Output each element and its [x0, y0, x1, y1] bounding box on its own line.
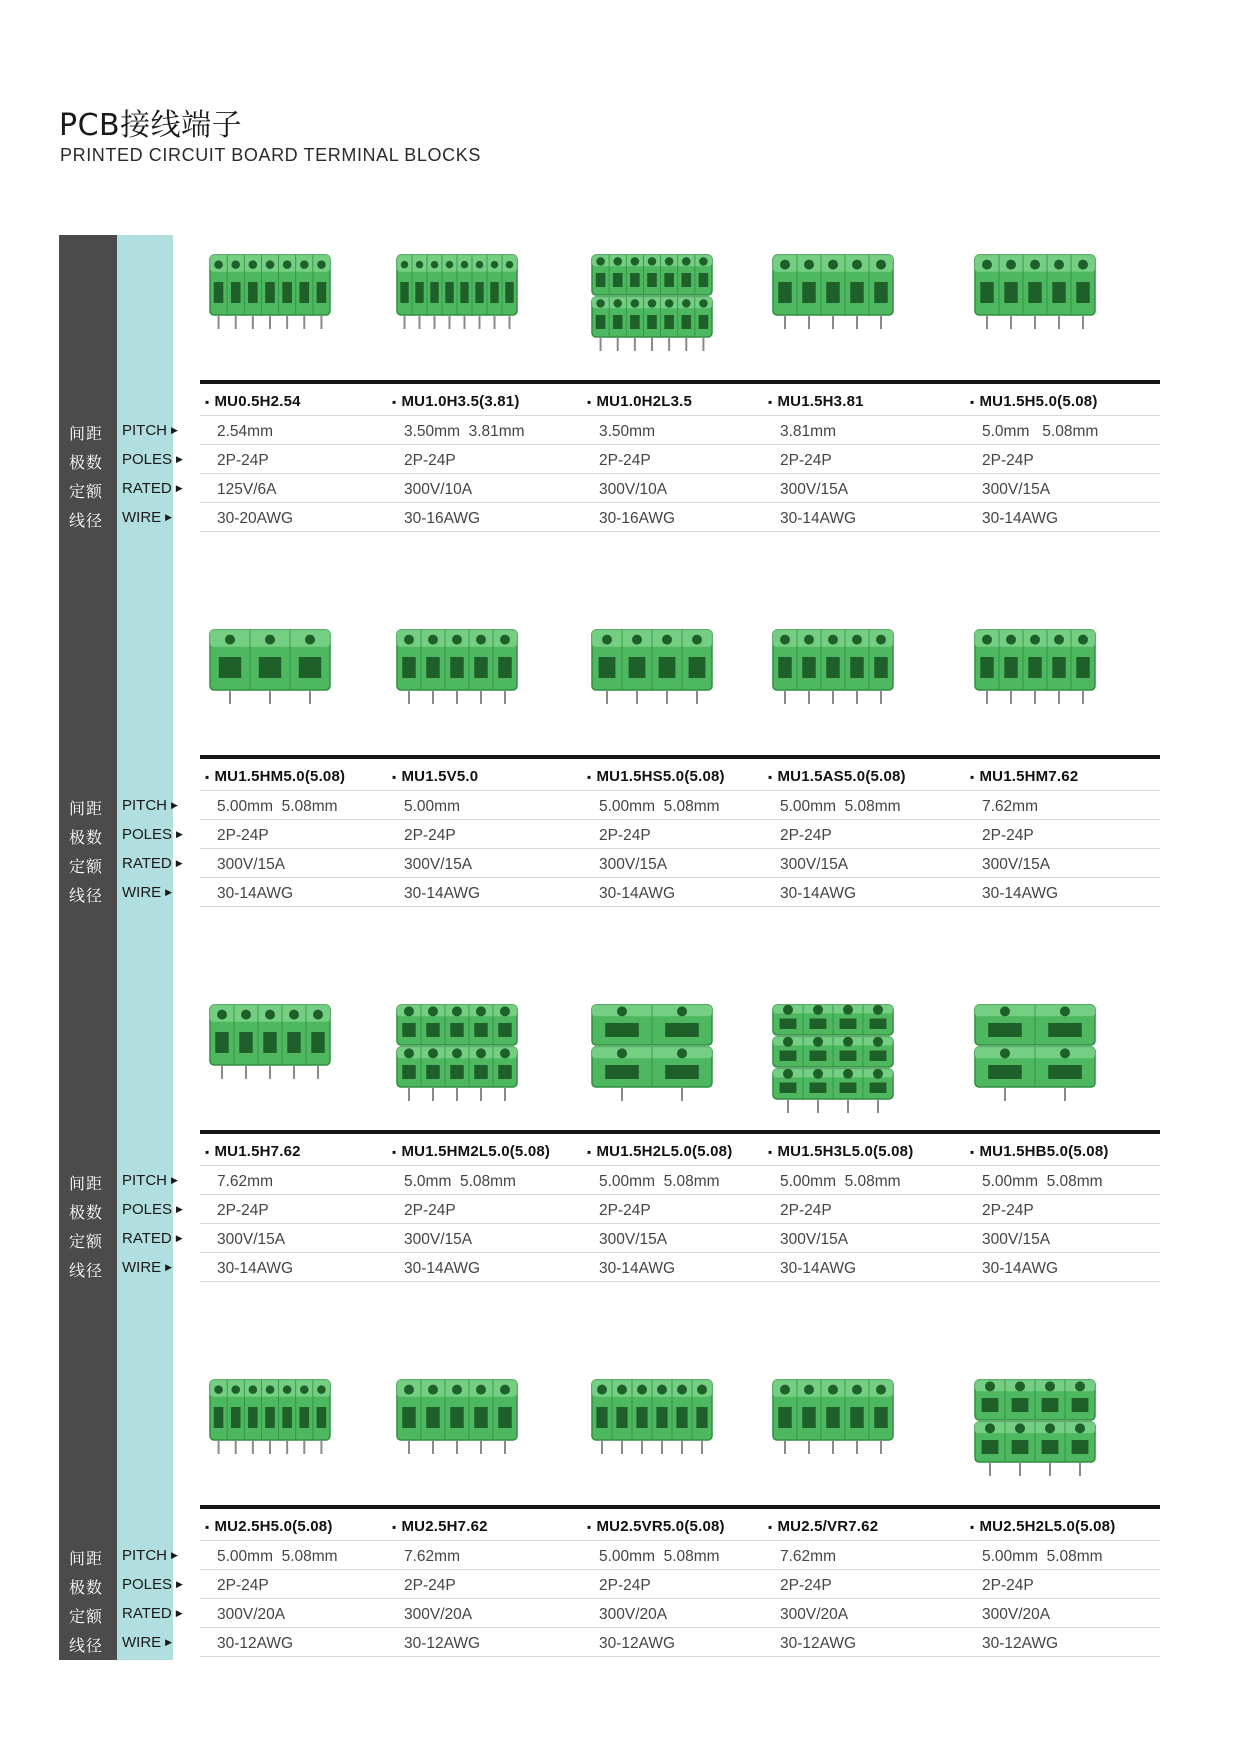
terminal-block-image [577, 620, 727, 740]
model-name [205, 1143, 301, 1160]
spec-wire: 30-14AWG [217, 885, 294, 902]
spec-pitch: 7.62mm [217, 1173, 273, 1190]
spec-pitch: 7.62mm [404, 1548, 460, 1565]
row-label-en [122, 1259, 172, 1276]
spec-pitch: 7.62mm [982, 798, 1038, 815]
arrow-right-icon: ▶ [165, 1637, 173, 1647]
spec-rated: 300V/20A [404, 1606, 473, 1623]
model-label: MU1.5H3.81 [777, 393, 864, 410]
terminal-block-image [195, 1370, 345, 1490]
spec-wire: 30-12AWG [982, 1635, 1059, 1652]
spec-poles: 2P-24P [780, 452, 832, 469]
row-separator [200, 877, 1160, 878]
model-label: MU0.5H2.54 [214, 393, 301, 410]
row-label-en-text: PITCH [122, 422, 167, 439]
row-separator [200, 1627, 1160, 1628]
model-name [768, 1518, 878, 1535]
terminal-block-image [195, 995, 345, 1115]
row-label-en-text: PITCH [122, 797, 167, 814]
model-label: MU1.5H5.0(5.08) [979, 393, 1098, 410]
row-label-en-text: PITCH [122, 1547, 167, 1564]
bullet-icon: ▪ [768, 770, 773, 784]
row-label-en [122, 1576, 183, 1593]
model-label: MU1.5HM2L5.0(5.08) [401, 1143, 551, 1160]
arrow-right-icon: ▶ [176, 1579, 183, 1589]
row-label-en-text: RATED [122, 1605, 172, 1622]
model-name [205, 393, 301, 410]
model-label: MU1.5HM7.62 [979, 768, 1079, 785]
spec-pitch: 5.00mm 5.08mm [780, 798, 901, 815]
row-label-en-text: WIRE [122, 1634, 162, 1651]
page-title: PCB接线端子 [59, 108, 243, 143]
spec-poles: 2P-24P [982, 452, 1034, 469]
bullet-icon: ▪ [205, 1145, 210, 1159]
row-label-en-text: PITCH [122, 1172, 167, 1189]
spec-wire: 30-14AWG [599, 1260, 676, 1277]
bullet-icon: ▪ [768, 1145, 773, 1159]
arrow-right-icon: ▶ [165, 512, 173, 522]
product-section [0, 235, 1240, 610]
arrow-right-icon: ▶ [176, 454, 183, 464]
bullet-icon: ▪ [392, 1520, 397, 1534]
product-section [0, 610, 1240, 985]
bullet-icon: ▪ [205, 1520, 210, 1534]
row-separator [200, 1194, 1160, 1195]
spec-rated: 300V/15A [217, 1231, 286, 1248]
terminal-block-image [758, 1370, 908, 1490]
section-divider [200, 1505, 1160, 1509]
spec-poles: 2P-24P [982, 827, 1034, 844]
spec-wire: 30-16AWG [404, 510, 481, 527]
bullet-icon: ▪ [392, 1145, 397, 1159]
bullet-icon: ▪ [587, 1520, 592, 1534]
spec-pitch: 3.50mm [599, 423, 655, 440]
model-label: MU1.5H3L5.0(5.08) [777, 1143, 914, 1160]
row-separator [200, 906, 1160, 907]
spec-poles: 2P-24P [217, 827, 269, 844]
row-label-cn: 定额 [69, 482, 104, 501]
row-label-cn: 间距 [69, 799, 104, 818]
spec-rated: 300V/15A [982, 481, 1051, 498]
bullet-icon: ▪ [768, 1520, 773, 1534]
spec-wire: 30-14AWG [217, 1260, 294, 1277]
spec-poles: 2P-24P [404, 1202, 456, 1219]
spec-pitch: 5.00mm 5.08mm [599, 798, 720, 815]
row-label-en [122, 422, 178, 439]
bullet-icon: ▪ [768, 395, 773, 409]
row-separator [200, 1569, 1160, 1570]
spec-rated: 300V/15A [780, 1231, 849, 1248]
arrow-right-icon: ▶ [171, 425, 178, 435]
spec-rated: 300V/15A [404, 856, 473, 873]
bullet-icon: ▪ [970, 770, 975, 784]
terminal-block-image [758, 245, 908, 365]
spec-rated: 125V/6A [217, 481, 277, 498]
spec-poles: 2P-24P [780, 827, 832, 844]
model-name [392, 1143, 550, 1160]
terminal-block-image [960, 620, 1110, 740]
row-label-en [122, 1547, 178, 1564]
spec-pitch: 5.00mm 5.08mm [599, 1548, 720, 1565]
spec-pitch: 5.00mm 5.08mm [217, 1548, 338, 1565]
row-label-cn: 线径 [69, 1636, 104, 1655]
row-separator [200, 1281, 1160, 1282]
row-label-cn: 定额 [69, 1232, 104, 1251]
bullet-icon: ▪ [587, 1145, 592, 1159]
row-separator [200, 790, 1160, 791]
terminal-block-image [960, 245, 1110, 365]
bullet-icon: ▪ [392, 770, 397, 784]
spec-wire: 30-14AWG [982, 510, 1059, 527]
model-label: MU1.0H3.5(3.81) [401, 393, 520, 410]
row-label-en [122, 1172, 178, 1189]
arrow-right-icon: ▶ [165, 1262, 173, 1272]
spec-rated: 300V/15A [217, 856, 286, 873]
arrow-right-icon: ▶ [176, 1204, 183, 1214]
spec-poles: 2P-24P [599, 827, 651, 844]
model-label: MU1.5H7.62 [214, 1143, 301, 1160]
terminal-block-image [195, 620, 345, 740]
spec-poles: 2P-24P [780, 1577, 832, 1594]
terminal-block-image [577, 1370, 727, 1490]
arrow-right-icon: ▶ [171, 1550, 178, 1560]
model-label: MU2.5VR5.0(5.08) [596, 1518, 725, 1535]
spec-poles: 2P-24P [599, 452, 651, 469]
spec-wire: 30-12AWG [217, 1635, 294, 1652]
spec-rated: 300V/10A [599, 481, 668, 498]
row-label-cn: 间距 [69, 1549, 104, 1568]
model-name [392, 1518, 488, 1535]
row-label-en [122, 1201, 183, 1218]
row-label-cn: 定额 [69, 857, 104, 876]
row-separator [200, 502, 1160, 503]
row-label-en-text: POLES [122, 1201, 173, 1218]
row-label-cn: 线径 [69, 1261, 104, 1280]
row-label-en [122, 451, 183, 468]
row-separator [200, 1223, 1160, 1224]
model-name [970, 1518, 1115, 1535]
arrow-right-icon: ▶ [171, 1175, 178, 1185]
row-label-en [122, 509, 172, 526]
spec-poles: 2P-24P [217, 452, 269, 469]
terminal-block-image [382, 1370, 532, 1490]
row-label-en [122, 855, 183, 872]
spec-pitch: 5.00mm 5.08mm [780, 1173, 901, 1190]
model-name [587, 1143, 732, 1160]
row-separator [200, 819, 1160, 820]
model-name [768, 393, 864, 410]
row-label-en-text: RATED [122, 855, 172, 872]
bullet-icon: ▪ [970, 1145, 975, 1159]
page-subtitle: PRINTED CIRCUIT BOARD TERMINAL BLOCKS [60, 145, 481, 165]
spec-pitch: 3.81mm [780, 423, 836, 440]
model-name [970, 393, 1098, 410]
spec-rated: 300V/15A [982, 856, 1051, 873]
row-separator [200, 1656, 1160, 1657]
model-name [768, 1143, 913, 1160]
bullet-icon: ▪ [970, 395, 975, 409]
spec-wire: 30-16AWG [599, 510, 676, 527]
arrow-right-icon: ▶ [175, 858, 183, 868]
model-label: MU1.5HB5.0(5.08) [979, 1143, 1109, 1160]
row-label-en-text: WIRE [122, 884, 162, 901]
row-separator [200, 1165, 1160, 1166]
spec-pitch: 3.50mm 3.81mm [404, 423, 525, 440]
model-label: MU1.5HS5.0(5.08) [596, 768, 725, 785]
row-label-cn: 极数 [69, 828, 104, 847]
model-name [205, 768, 345, 785]
spec-wire: 30-20AWG [217, 510, 294, 527]
spec-rated: 300V/10A [404, 481, 473, 498]
spec-wire: 30-14AWG [780, 510, 857, 527]
row-label-en-text: POLES [122, 826, 173, 843]
spec-rated: 300V/20A [217, 1606, 286, 1623]
model-name [392, 393, 520, 410]
spec-wire: 30-14AWG [404, 1260, 481, 1277]
row-separator [200, 444, 1160, 445]
spec-poles: 2P-24P [780, 1202, 832, 1219]
row-label-en-text: POLES [122, 451, 173, 468]
product-images-row [200, 235, 1160, 380]
product-images-row [200, 610, 1160, 755]
spec-pitch: 5.00mm [404, 798, 460, 815]
row-separator [200, 848, 1160, 849]
section-divider [200, 1130, 1160, 1134]
row-label-en-text: RATED [122, 480, 172, 497]
spec-rated: 300V/20A [982, 1606, 1051, 1623]
row-label-en [122, 1230, 183, 1247]
spec-wire: 30-14AWG [404, 885, 481, 902]
terminal-block-image [382, 995, 532, 1115]
spec-wire: 30-12AWG [780, 1635, 857, 1652]
row-label-en-text: WIRE [122, 1259, 162, 1276]
row-separator [200, 1540, 1160, 1541]
row-separator [200, 1598, 1160, 1599]
row-label-cn: 线径 [69, 511, 104, 530]
section-divider [200, 380, 1160, 384]
model-name [970, 768, 1078, 785]
row-label-cn: 间距 [69, 424, 104, 443]
section-divider [200, 755, 1160, 759]
spec-poles: 2P-24P [404, 452, 456, 469]
spec-wire: 30-12AWG [404, 1635, 481, 1652]
model-name [587, 393, 692, 410]
arrow-right-icon: ▶ [175, 1233, 183, 1243]
spec-pitch: 5.0mm 5.08mm [982, 423, 1099, 440]
terminal-block-image [577, 245, 727, 365]
model-label: MU1.5V5.0 [401, 768, 479, 785]
terminal-block-image [758, 995, 908, 1115]
spec-rated: 300V/15A [982, 1231, 1051, 1248]
spec-poles: 2P-24P [982, 1202, 1034, 1219]
row-label-cn: 线径 [69, 886, 104, 905]
spec-pitch: 5.0mm 5.08mm [404, 1173, 516, 1190]
product-images-row [200, 1360, 1160, 1505]
terminal-block-image [758, 620, 908, 740]
bullet-icon: ▪ [205, 770, 210, 784]
row-label-en [122, 480, 183, 497]
spec-rated: 300V/15A [599, 1231, 668, 1248]
model-label: MU2.5H2L5.0(5.08) [979, 1518, 1116, 1535]
terminal-block-image [960, 995, 1110, 1115]
spec-poles: 2P-24P [599, 1202, 651, 1219]
arrow-right-icon: ▶ [175, 483, 183, 493]
spec-pitch: 2.54mm [217, 423, 273, 440]
spec-wire: 30-14AWG [780, 885, 857, 902]
spec-pitch: 7.62mm [780, 1548, 836, 1565]
terminal-block-image [960, 1370, 1110, 1490]
row-label-en [122, 1605, 183, 1622]
spec-pitch: 5.00mm 5.08mm [217, 798, 338, 815]
arrow-right-icon: ▶ [165, 887, 173, 897]
model-name [587, 1518, 725, 1535]
model-label: MU1.5AS5.0(5.08) [777, 768, 906, 785]
spec-pitch: 5.00mm 5.08mm [982, 1173, 1103, 1190]
spec-rated: 300V/20A [599, 1606, 668, 1623]
terminal-block-image [382, 620, 532, 740]
arrow-right-icon: ▶ [171, 800, 178, 810]
row-label-cn: 定额 [69, 1607, 104, 1626]
spec-poles: 2P-24P [982, 1577, 1034, 1594]
product-section [0, 1360, 1240, 1735]
product-section [0, 985, 1240, 1360]
row-separator [200, 473, 1160, 474]
arrow-right-icon: ▶ [176, 829, 183, 839]
model-label: MU1.5H2L5.0(5.08) [596, 1143, 733, 1160]
spec-poles: 2P-24P [217, 1577, 269, 1594]
row-label-cn: 极数 [69, 1578, 104, 1597]
spec-wire: 30-14AWG [599, 885, 676, 902]
spec-poles: 2P-24P [404, 1577, 456, 1594]
spec-wire: 30-14AWG [780, 1260, 857, 1277]
bullet-icon: ▪ [970, 1520, 975, 1534]
product-images-row [200, 985, 1160, 1130]
model-label: MU1.0H2L3.5 [596, 393, 693, 410]
spec-rated: 300V/15A [780, 481, 849, 498]
row-label-cn: 极数 [69, 453, 104, 472]
spec-rated: 300V/15A [599, 856, 668, 873]
model-name [587, 768, 725, 785]
spec-rated: 300V/15A [780, 856, 849, 873]
bullet-icon: ▪ [392, 395, 397, 409]
spec-wire: 30-12AWG [599, 1635, 676, 1652]
model-label: MU1.5HM5.0(5.08) [214, 768, 346, 785]
row-label-en [122, 797, 178, 814]
row-label-en-text: RATED [122, 1230, 172, 1247]
spec-rated: 300V/20A [780, 1606, 849, 1623]
model-label: MU2.5H5.0(5.08) [214, 1518, 333, 1535]
spec-poles: 2P-24P [404, 827, 456, 844]
row-label-cn: 极数 [69, 1203, 104, 1222]
spec-poles: 2P-24P [599, 1577, 651, 1594]
bullet-icon: ▪ [205, 395, 210, 409]
row-separator [200, 415, 1160, 416]
model-label: MU2.5H7.62 [401, 1518, 488, 1535]
model-name [205, 1518, 333, 1535]
spec-pitch: 5.00mm 5.08mm [982, 1548, 1103, 1565]
model-label: MU2.5/VR7.62 [777, 1518, 879, 1535]
row-separator [200, 1252, 1160, 1253]
spec-wire: 30-14AWG [982, 885, 1059, 902]
spec-pitch: 5.00mm 5.08mm [599, 1173, 720, 1190]
spec-poles: 2P-24P [217, 1202, 269, 1219]
row-label-en [122, 826, 183, 843]
row-label-en-text: POLES [122, 1576, 173, 1593]
model-name [970, 1143, 1109, 1160]
model-name [392, 768, 478, 785]
spec-rated: 300V/15A [404, 1231, 473, 1248]
bullet-icon: ▪ [587, 770, 592, 784]
model-name [768, 768, 906, 785]
row-label-cn: 间距 [69, 1174, 104, 1193]
row-label-en [122, 884, 172, 901]
terminal-block-image [195, 245, 345, 365]
bullet-icon: ▪ [587, 395, 592, 409]
arrow-right-icon: ▶ [175, 1608, 183, 1618]
row-label-en-text: WIRE [122, 509, 162, 526]
terminal-block-image [382, 245, 532, 365]
row-separator [200, 531, 1160, 532]
row-label-en [122, 1634, 172, 1651]
terminal-block-image [577, 995, 727, 1115]
spec-wire: 30-14AWG [982, 1260, 1059, 1277]
